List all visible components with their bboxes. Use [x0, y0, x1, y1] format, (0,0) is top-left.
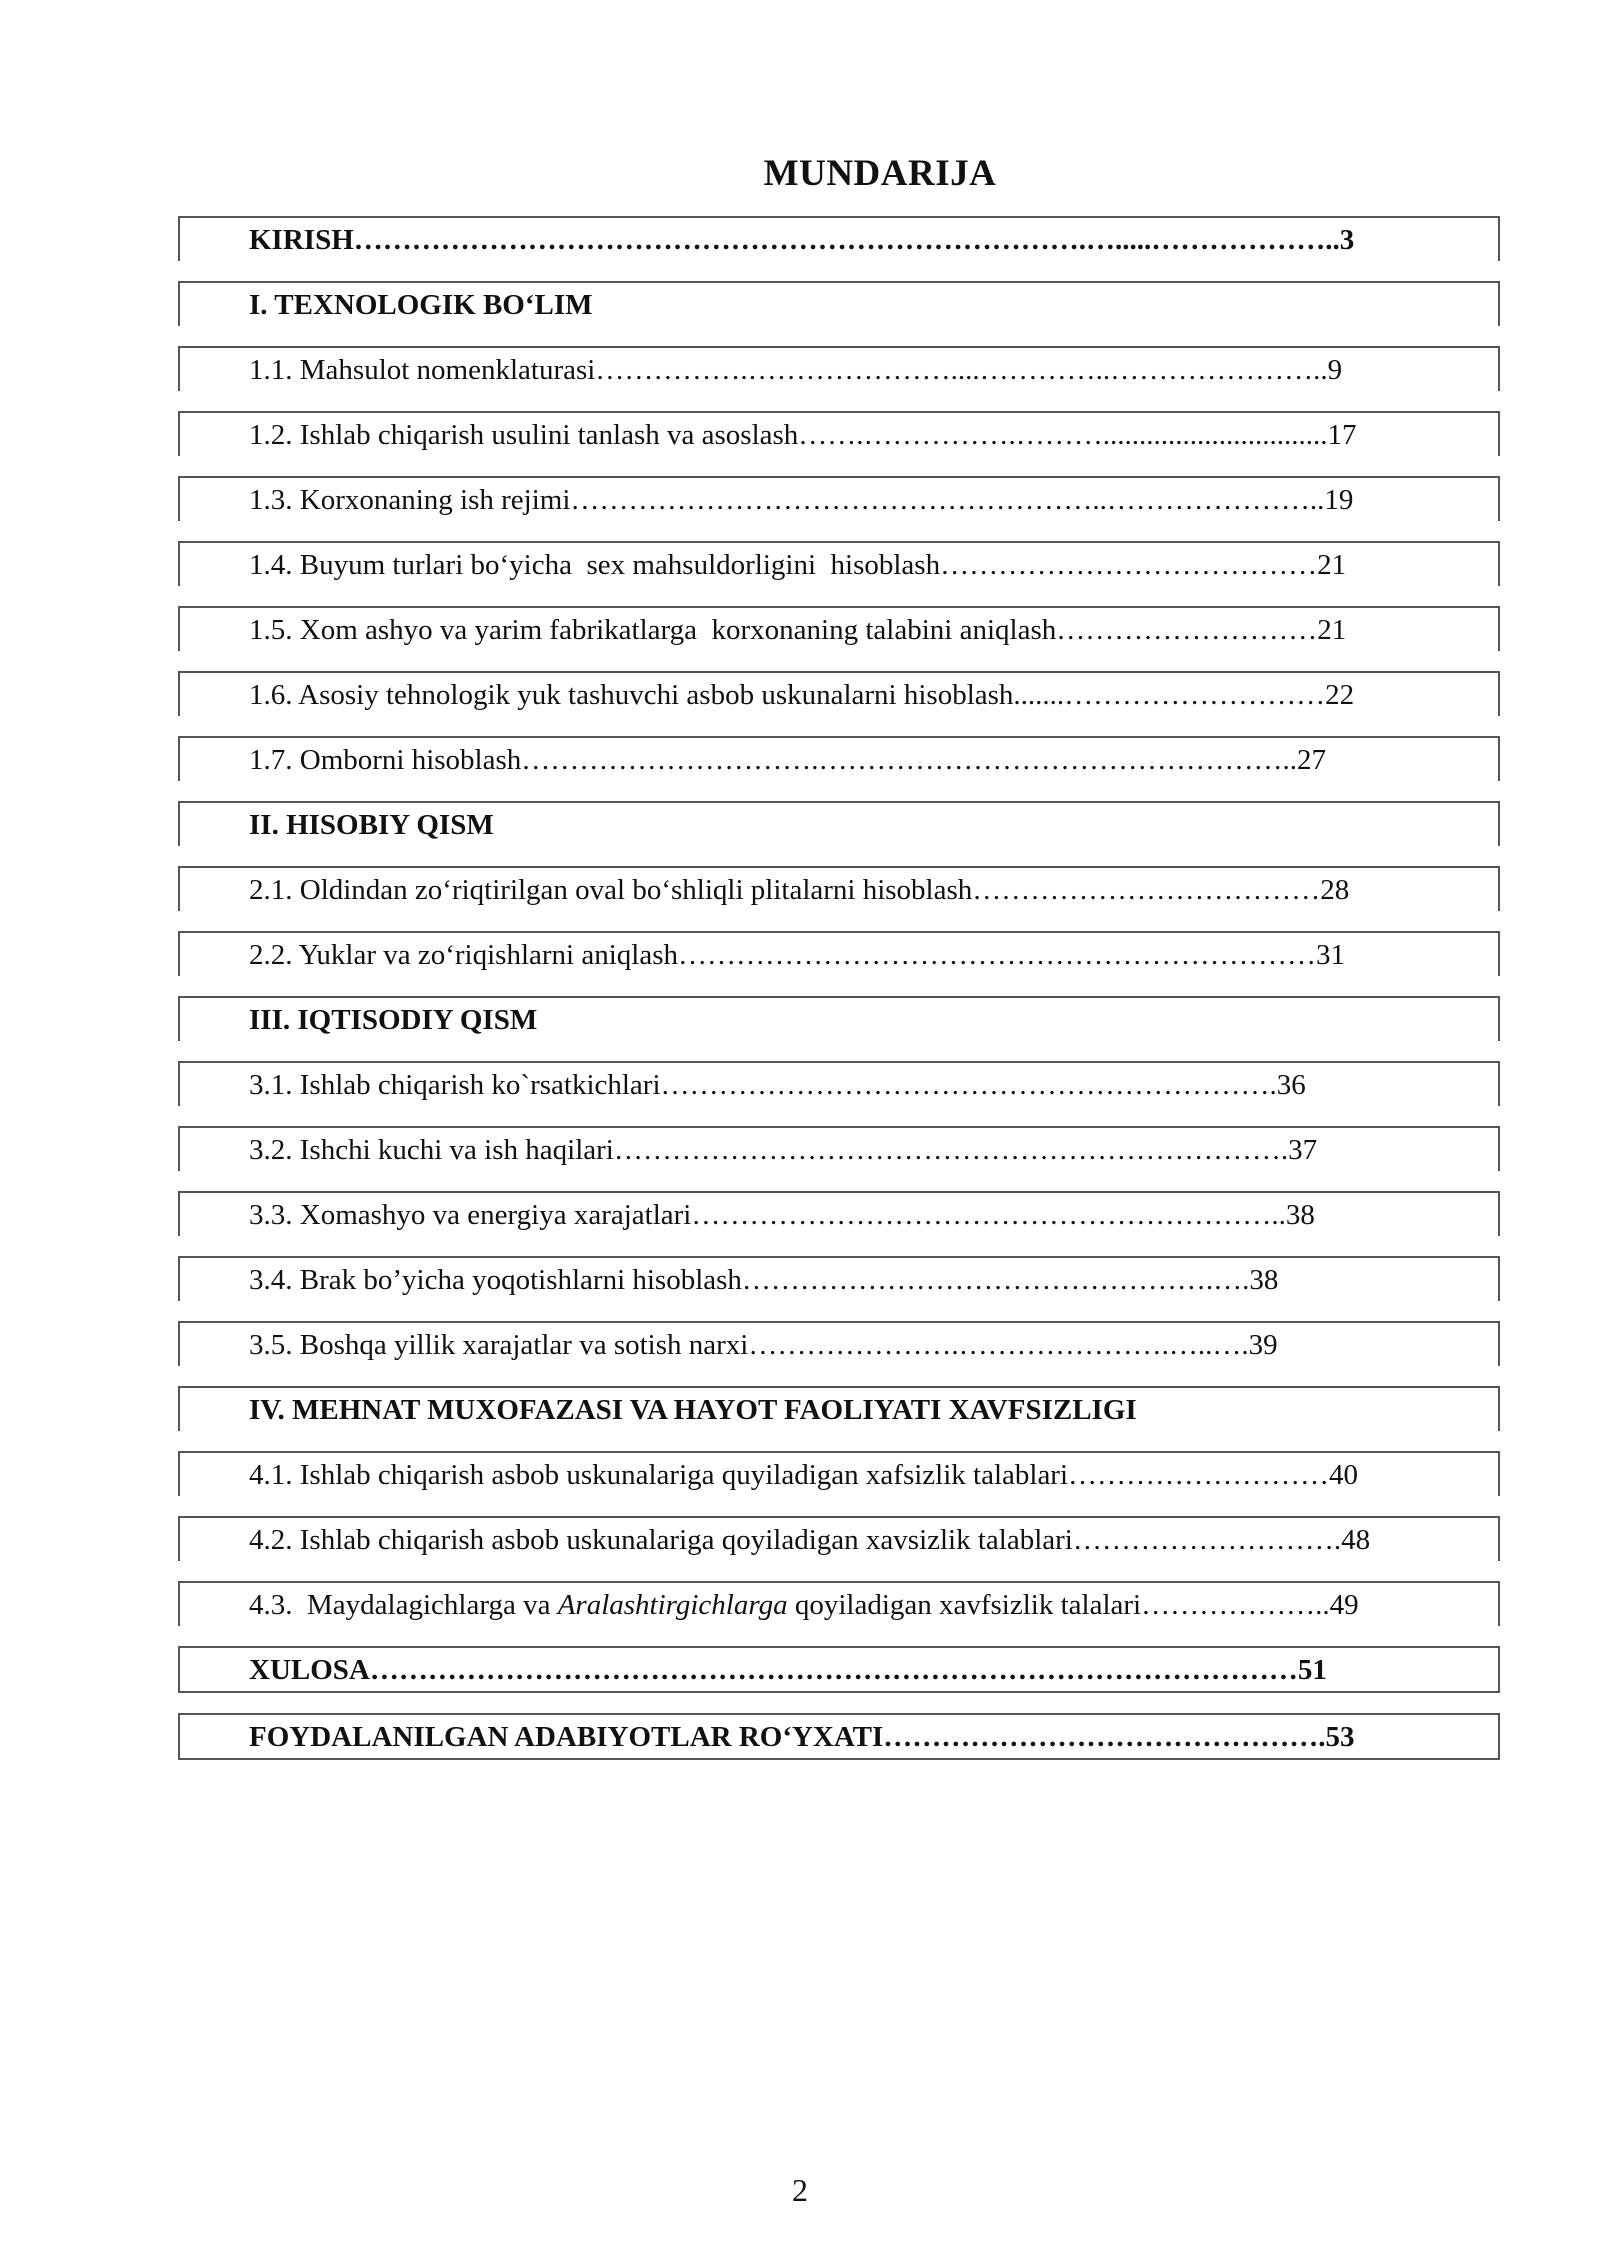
toc-section-heading: [178, 1386, 1500, 1431]
toc-row: [178, 1581, 1500, 1626]
toc-row: [178, 541, 1500, 586]
toc-entry-text-part: 4.3. Maydalagichlarga va: [249, 1589, 558, 1621]
toc-heading-text: I. TEXNOLOGIK BO‘LIM: [249, 289, 593, 321]
toc-heading-text: II. HISOBIY QISM: [249, 809, 494, 841]
toc-row: [178, 1061, 1500, 1106]
toc-row: [178, 1451, 1500, 1496]
toc-row: [178, 931, 1500, 976]
toc-entry-text: 2.1. Oldindan zo‘riqtirilgan oval bo‘shliqli plitalarni hisoblash………………………………28: [249, 874, 1350, 906]
toc-row-introduction: [178, 216, 1500, 261]
page-number: 2: [792, 2172, 808, 2208]
toc-row-conclusion: [178, 1646, 1500, 1693]
toc-entry-text: 2.2. Yuklar va zo‘riqishlarni aniqlash…………………………………………………………31: [249, 939, 1345, 971]
document-title: MUNDARIJA: [763, 153, 997, 194]
toc-entry-text: 3.5. Boshqa yillik xarajatlar va sotish narxi………………….………………….…..….39: [249, 1329, 1278, 1361]
toc-row: [178, 1321, 1500, 1366]
toc-heading-text: III. IQTISODIY QISM: [249, 1004, 538, 1036]
toc-heading-text: IV. MEHNAT MUXOFAZASI VA HAYOT FAOLIYATI XAVFSIZLIGI: [249, 1394, 1137, 1426]
toc-row: [178, 1126, 1500, 1171]
toc-entry-text: 1.3. Korxonaning ish rejimi………………………………………………..…………………..19: [249, 484, 1354, 516]
toc-entry-text: 1.5. Xom ashyo va yarim fabrikatlarga korxonaning talabini aniqlash………………………21: [249, 614, 1347, 646]
table-of-contents: [178, 216, 1500, 1780]
toc-row: [178, 1191, 1500, 1236]
toc-entry-text: XULOSA……………………………………………………………………………………51: [249, 1654, 1327, 1686]
toc-entry-italic-text: Aralashtirgichlarga: [557, 1589, 788, 1621]
toc-entry-text: 4.2. Ishlab chiqarish asbob uskunalariga qoyiladigan xavsizlik talablari……………………….48: [249, 1524, 1371, 1556]
toc-row: [178, 476, 1500, 521]
toc-entry-text: 1.7. Omborni hisoblash………………………….…………………………………………..27: [249, 744, 1327, 776]
toc-section-heading: [178, 996, 1500, 1041]
toc-entry-text: 3.2. Ishchi kuchi va ish haqilari…………………………………………………………….37: [249, 1134, 1318, 1166]
toc-row: [178, 1256, 1500, 1301]
toc-row: [178, 606, 1500, 651]
toc-entry-text-part: qoyiladigan xavfsizlik talalari………………..49: [787, 1589, 1359, 1621]
toc-entry-text: 4.1. Ishlab chiqarish asbob uskunalariga quyiladigan xafsizlik talablari………………………40: [249, 1459, 1359, 1491]
toc-entry-text: 3.1. Ishlab chiqarish ko`rsatkichlari……………………………………………………….36: [249, 1069, 1306, 1101]
toc-row: [178, 346, 1500, 391]
toc-entry-text: 1.4. Buyum turlari bo‘yicha sex mahsuldorligini hisoblash…………………………………21: [249, 549, 1347, 581]
toc-entry-text: 1.1. Mahsulot nomenklaturasi…………….…………………....…………..…………………..9: [249, 354, 1343, 386]
toc-row: [178, 1516, 1500, 1561]
toc-entry-text: 1.6. Asosiy tehnologik yuk tashuvchi asbob uskunalarni hisoblash.......………………………22: [249, 679, 1355, 711]
toc-entry-text: 3.4. Brak bo’yicha yoqotishlarni hisoblash………………………………………….….38: [249, 1264, 1279, 1296]
toc-entry-text: 3.3. Xomashyo va energiya xarajatlari……………………………………………………..38: [249, 1199, 1315, 1231]
toc-entry-text: [249, 1586, 1359, 1624]
toc-entry-text: 1.2. Ishlab chiqarish usulini tanlash va asoslash…….…………….………...............................17: [249, 419, 1357, 451]
toc-entry-text: FOYDALANILGAN ADABIYOTLAR RO‘YXATI……………………………………….53: [249, 1721, 1355, 1753]
toc-row: [178, 866, 1500, 911]
toc-row: [178, 671, 1500, 716]
toc-entry-text: KIRISH………………………………………………………………….….....………………..3: [249, 224, 1355, 256]
toc-section-heading: [178, 801, 1500, 846]
toc-row: [178, 736, 1500, 781]
toc-section-heading: [178, 281, 1500, 326]
toc-row-references: [178, 1713, 1500, 1760]
toc-row: [178, 411, 1500, 456]
